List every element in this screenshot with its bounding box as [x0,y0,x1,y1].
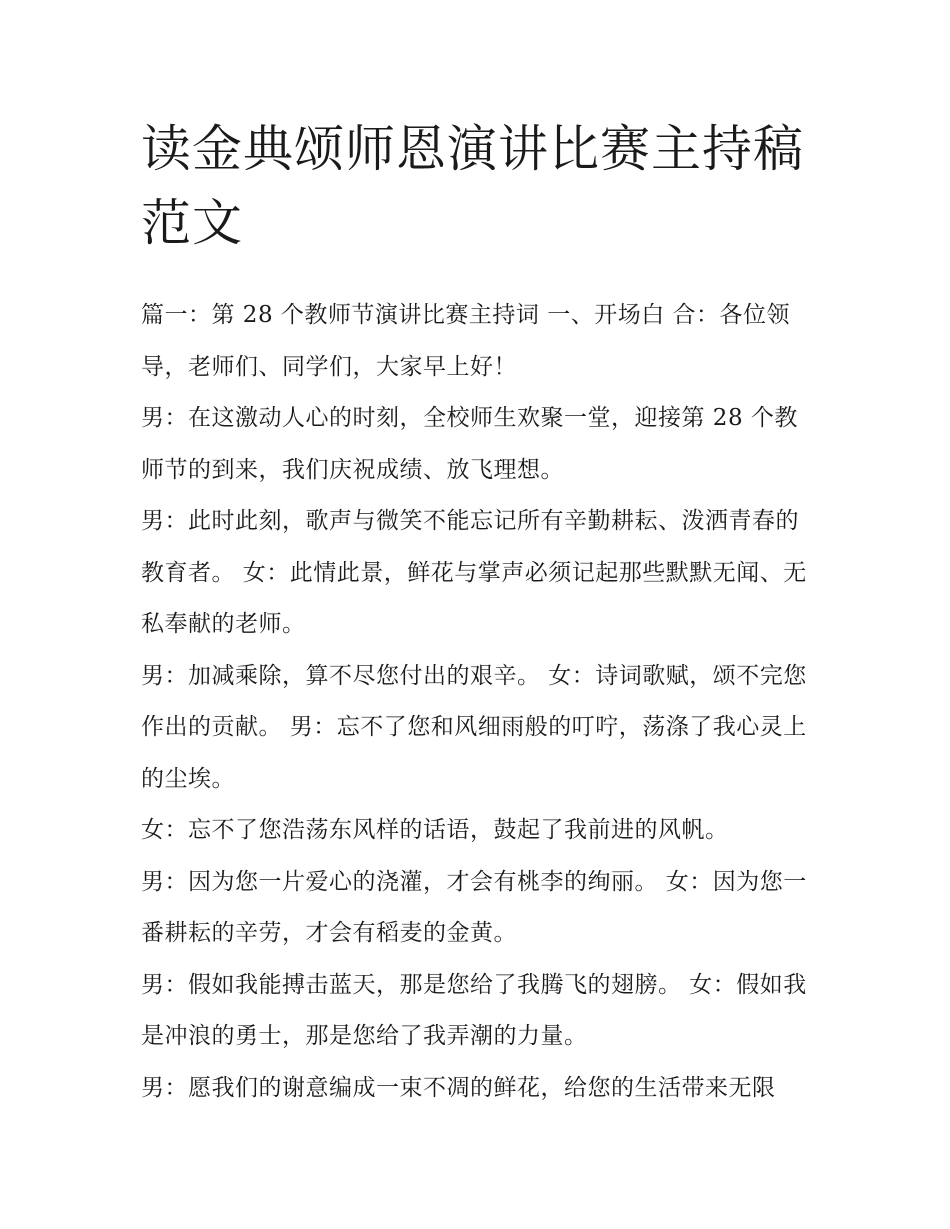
document-title: 读金典颂师恩演讲比赛主持稿范文 [141,120,804,252]
paragraph: 女：忘不了您浩荡东风样的话语，鼓起了我前进的风帆。 [141,817,729,843]
paragraph: 男：此时此刻，歌声与微笑不能忘记所有辛勤耕耘、泼洒青春的教育者。 女：此情此景，鲜花与掌声必须记起那些默默无闻、无私奉献的老师。 [141,508,807,637]
paragraph: 男：因为您一片爱心的浇灌，才会有桃李的绚丽。 女：因为您一番耕耘的辛劳，才会有稻麦的金黄。 [141,868,807,946]
document-page [141,112,821,1114]
paragraph: 男：在这激动人心的时刻，全校师生欢聚一堂，迎接第 28 个教师节的到来，我们庆祝成绩、放飞理想。 [141,405,798,483]
paragraph: 男：加减乘除，算不尽您付出的艰辛。 女：诗词歌赋，颂不完您作出的贡献。 男：忘不了您和风细雨般的叮咛，荡涤了我心灵上的尘埃。 [141,662,807,792]
paragraph: 男：假如我能搏击蓝天，那是您给了我腾飞的翅膀。 女：假如我是冲浪的勇士，那是您给了我弄潮的力量。 [141,971,807,1049]
document-body [141,290,821,1114]
paragraph: 篇一：第 28 个教师节演讲比赛主持词 一、开场白 合：各位领导，老师们、同学们，大家早上好！ [141,302,791,380]
paragraph: 男：愿我们的谢意编成一束不凋的鲜花，给您的生活带来无限 [141,1074,776,1101]
